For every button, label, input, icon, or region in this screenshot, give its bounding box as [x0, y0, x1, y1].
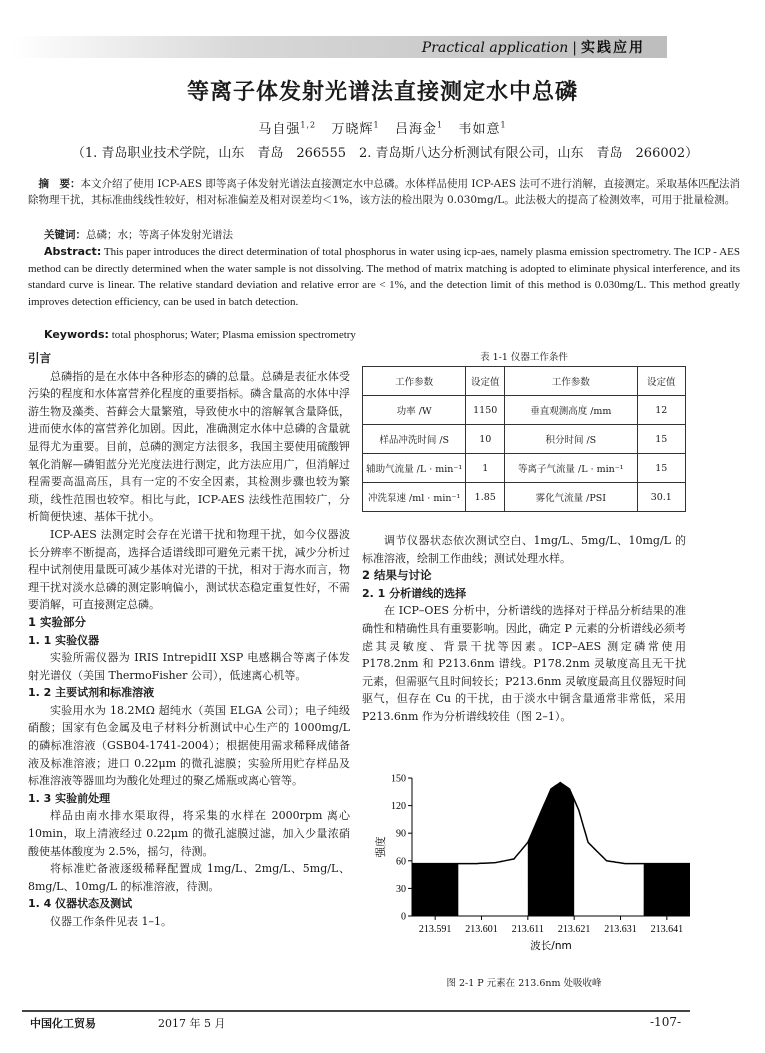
table-cell: 15 — [637, 425, 685, 454]
subsection-heading: 2. 1 分析谱线的选择 — [362, 586, 467, 600]
table-cell: 雾化气流量 /PSI — [505, 483, 637, 512]
table-row — [363, 396, 686, 425]
table-caption: 表 1-1 仪器工作条件 — [480, 352, 568, 363]
y-tick-label: 120 — [391, 801, 406, 813]
header-sep: | — [572, 40, 577, 56]
table-row — [363, 454, 686, 483]
journal-name: 中国化工贸易 — [30, 1017, 96, 1030]
x-tick-label: 213.611 — [511, 924, 544, 935]
keywords-en-text: total phosphorus; Water; Plasma emission spectrometry — [111, 329, 356, 341]
y-tick-label: 90 — [396, 828, 406, 840]
keywords-en — [44, 327, 734, 344]
section-heading: 1 实验部分 — [28, 614, 87, 629]
subsection-heading: 1. 4 仪器状态及测试 — [28, 897, 133, 911]
paragraph: 实验用水为 18.2MΩ 超纯水（英国 ELGA 公司）；电子纯级硝酸；国家有色金属及电子材料分析测试中心生产的 1000mg/L 的磷标准溶液（GSB04-1741-2004）；根据使用需求稀释成储备液及标准溶液；进口 0.22μm 的微孔滤膜；实验所用贮存样品及标准溶液等器皿均为酸化处理过的聚乙烯瓶或离心管等。 — [28, 703, 350, 788]
header-en: Practical application — [421, 40, 569, 56]
table-cell: 15 — [637, 454, 685, 483]
table-cell: 垂直观测高度 /mm — [505, 396, 637, 425]
abstract-en-text: This paper introduces the direct determination of total phosphorus in water using icp-aes, namely plasma emission spectrometry. The ICP - AES method can be directly determined when the water sample is not dissolving. The method of matrix matching is adopted to eliminate physical interference, and its standard curve is linear. The relative standard deviation and relative error are < 1%, and the detection limit of this method is 0.030mg/L. This method greatly improves detection efficiency, can be used in batch detection. — [28, 246, 740, 308]
table-header: 工作参数 — [363, 367, 466, 396]
article-title: 等离子体发射光谱法直接测定水中总磷 — [186, 79, 578, 105]
table-row — [363, 483, 686, 512]
footer-rule — [22, 1010, 690, 1012]
spectrum-figure — [370, 770, 700, 970]
author: 韦如意 — [458, 122, 501, 137]
table-cell: 1.85 — [466, 483, 505, 512]
authors — [0, 118, 765, 137]
abstract-text: 本文介绍了使用 ICP-AES 即等离子体发射光谱法直接测定水中总磷。水体样品使用 ICP-AES 法可不进行消解，直接测定。采取基体匹配法消除物理干扰，其标准曲线线性较好，相对标准偏差及相对误差均＜1%，该方法的检出限为 0.030mg/L。此法极大的提高了检测效率，可用于批量检测。 — [28, 178, 741, 206]
issue-date: 2017 年 5 月 — [158, 1017, 226, 1030]
author: 万晓辉 — [331, 122, 374, 137]
section-heading: 引言 — [28, 351, 51, 365]
abstract-label: 摘 要： — [38, 178, 81, 190]
paragraph: 将标准贮备液逐级稀释配置成 1mg/L、2mg/L、5mg/L、8mg/L、10mg/L 的标准溶液，待测。 — [28, 862, 350, 893]
figure-caption: 图 2-1 P 元素在 213.6nm 处吸收峰 — [446, 978, 602, 989]
y-axis-label: 强度 — [375, 836, 387, 858]
table-header: 设定值 — [466, 367, 505, 396]
author: 吕海金 — [395, 122, 438, 137]
x-tick-label: 213.591 — [418, 924, 452, 935]
table-cell: 30.1 — [637, 483, 685, 512]
table-cell: 等离子气流量 /L · min⁻¹ — [505, 454, 637, 483]
x-tick-label: 213.631 — [604, 924, 637, 935]
table-cell: 积分时间 /S — [505, 425, 637, 454]
table-cell: 1150 — [466, 396, 505, 425]
header-cn: 实践应用 — [581, 40, 645, 56]
x-tick-label: 213.621 — [557, 924, 591, 935]
section-header — [422, 37, 645, 57]
table-cell: 12 — [637, 396, 685, 425]
keywords-en-label: Keywords: — [44, 328, 109, 341]
table-cell: 10 — [466, 425, 505, 454]
author: 马自强 — [258, 122, 301, 137]
paragraph: 仪器工作条件见表 1–1。 — [50, 915, 172, 928]
keywords-label: 关键词： — [44, 229, 86, 241]
subsection-heading: 1. 3 实验前处理 — [28, 791, 111, 805]
author-sup: 1 — [500, 120, 507, 130]
y-tick-label: 0 — [401, 911, 406, 923]
table-header-row — [363, 367, 686, 396]
table-cell: 样品冲洗时间 /S — [363, 425, 466, 454]
section-heading: 2 结果与讨论 — [362, 568, 432, 583]
params-table-wrap — [362, 366, 686, 512]
table-cell: 冲洗泵速 /ml · min⁻¹ — [363, 483, 466, 512]
x-tick-label: 213.641 — [650, 924, 684, 935]
paragraph: 调节仪器状态依次测试空白、1mg/L、5mg/L、10mg/L 的标准溶液，绘制工作曲线；测试处理水样。 — [362, 534, 686, 565]
table-header: 工作参数 — [505, 367, 637, 396]
paragraph: 样品由南水排水渠取得，将采集的水样在 2000rpm 离心 10min，取上清液经过 0.22μm 的微孔滤膜过滤，加入少量浓硝酸使基体酸度为 2.5%，摇匀，待测。 — [28, 809, 350, 858]
paragraph: 实验所需仪器为 IRIS IntrepidII XSP 电感耦合等离子体发射光谱仪（美国 ThermoFisher 公司），低速离心机等。 — [28, 651, 350, 682]
paragraph: 在 ICP–OES 分析中，分析谱线的选择对于样品分析结果的准确性和精确性具有重要影响。因此，确定 P 元素的分析谱线必须考虑其灵敏度、背景干扰等因素。ICP–AES 测定磷常使用 P178.2nm 和 P213.6nm 谱线。P178.2nm 灵敏度高且无干扰元素，但需驱气且时间较长；P213.6nm 灵敏度最高且仪器短时间驱气，但存在 Cu 的干扰，由于淡水中铜含量通常非常低，采用 P213.6nm 作为分析谱线较佳（图 2–1）。 — [362, 604, 686, 723]
paragraph: ICP-AES 法测定时会存在光谱干扰和物理干扰，如今仪器波长分辨率不断提高，选择合适谱线即可避免元素干扰，减少分析过程中试剂使用量既可减少基体对光谱的干扰，相对于海水而言，物理干扰对淡水总磷的测定影响偏小，测试状态稳定重复性好，不需要消解，可直接测定总磷。 — [28, 527, 350, 612]
abstract-en-label: Abstract: — [44, 245, 102, 258]
table-cell: 辅助气流量 /L · min⁻¹ — [363, 454, 466, 483]
page-number: -107- — [650, 1015, 682, 1029]
filled-region — [528, 783, 574, 916]
subsection-heading: 1. 1 实验仪器 — [28, 633, 100, 647]
table-header: 设定值 — [637, 367, 685, 396]
filled-region — [644, 864, 690, 916]
abstract-en — [28, 244, 740, 310]
y-tick-label: 60 — [396, 856, 406, 868]
keywords-cn — [44, 227, 734, 243]
right-column — [362, 532, 686, 726]
x-tick-label: 213.601 — [465, 924, 498, 935]
author-sup: 1,2 — [300, 120, 317, 130]
table-cell: 功率 /W — [363, 396, 466, 425]
table-row — [363, 425, 686, 454]
left-column — [28, 350, 350, 931]
params-table — [362, 366, 686, 512]
affiliation: （1. 青岛职业技术学院，山东 青岛 266555 2. 青岛斯八达分析测试有限公司，山东 青岛 266002） — [71, 146, 699, 161]
author-sup: 1 — [437, 120, 444, 130]
y-tick-label: 30 — [396, 883, 406, 895]
y-tick-label: 150 — [391, 773, 406, 785]
filled-region — [412, 864, 458, 916]
keywords-text: 总磷；水；等离子体发射光谱法 — [86, 229, 233, 241]
author-sup: 1 — [373, 120, 380, 130]
x-axis-label: 波长/nm — [530, 940, 572, 952]
subsection-heading: 1. 2 主要试剂和标准溶液 — [28, 686, 155, 700]
table-cell: 1 — [466, 454, 505, 483]
abstract-cn — [28, 176, 740, 208]
paragraph: 总磷指的是在水体中各种形态的磷的总量。总磷是表征水体受污染的程度和水体富营养化程度的重要指标。磷含量高的水体中浮游生物及藻类、苔藓会大量繁殖，导致使水中的溶解氧含量降低，进而使水体的富营养化加剧。因此，准确测定水体中总磷的含量就显得尤为重要。目前，总磷的测定方法很多，我国主要使用硫酸钾氧化消解—磷钼蓝分光光度法进行测定，此方法应用广，但消解过程需要高温高压，具有一定的不安全因素，其检测步骤也较为繁琐，线性范围也较窄。相比与此，ICP-AES 法线性范围较广，分析简便快速、基体干扰小。 — [28, 369, 350, 524]
